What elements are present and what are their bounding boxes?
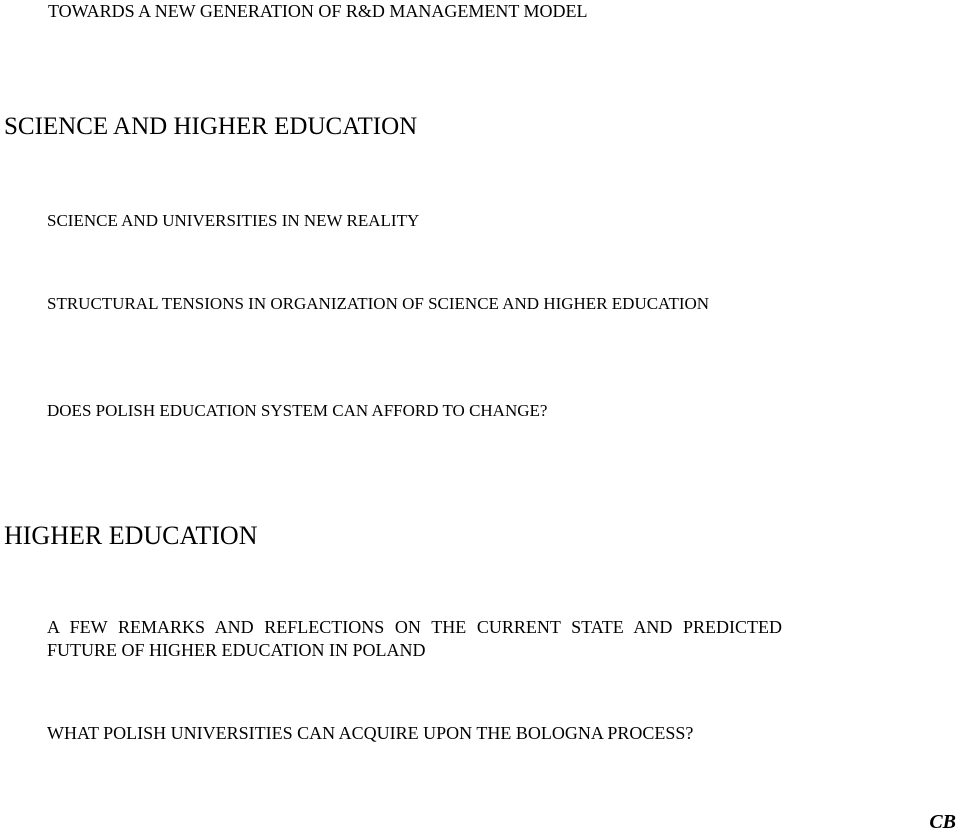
end-ornament-icon: CB [929, 811, 956, 833]
entry-science-universities: SCIENCE AND UNIVERSITIES IN NEW REALITY [47, 211, 420, 230]
entry-structural-tensions: STRUCTURAL TENSIONS IN ORGANIZATION OF SCIENCE AND HIGHER EDUCATION [47, 294, 710, 313]
entry-bologna-process: WHAT POLISH UNIVERSITIES CAN ACQUIRE UPON THE BOLOGNA PROCESS? [47, 723, 694, 743]
running-title: TOWARDS A NEW GENERATION OF R&D MANAGEMENT MODEL [48, 1, 588, 21]
entry-remarks-reflections: A FEW REMARKS AND REFLECTIONS ON THE CURRENT STATE AND PREDICTED FUTURE OF HIGHER EDUCATION IN POLAND [47, 617, 782, 660]
entry-polish-education-change: DOES POLISH EDUCATION SYSTEM CAN AFFORD TO CHANGE? [47, 401, 548, 420]
section-title-science-higher-education: SCIENCE AND HIGHER EDUCATION [4, 113, 418, 140]
section-title-higher-education: HIGHER EDUCATION [4, 521, 258, 550]
